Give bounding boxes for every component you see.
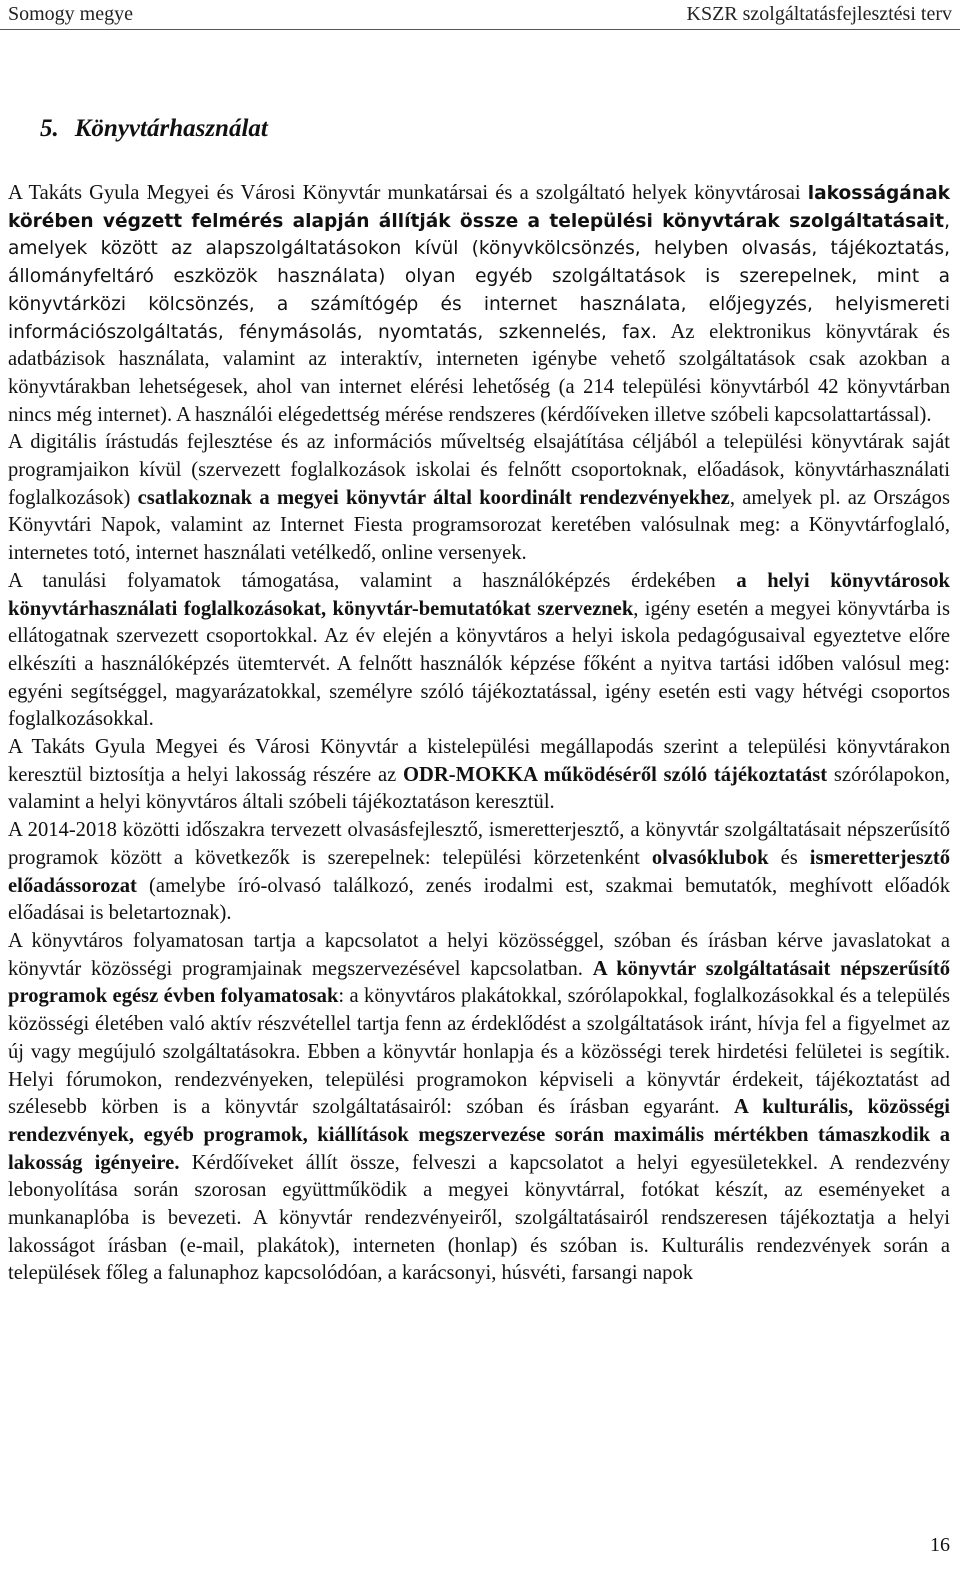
text-run: A tanulási folyamatok támogatása, valamint a használóképzés érdekében: [8, 569, 737, 592]
text-run: : a könyvtáros plakátokkal, szórólapokkal, foglalkozásokkal és a település közösségi életében való aktív részvétellel tartja fenn az érdeklődést a szolgáltatások iránt, hívja fel a figyelmet az új vagy megújuló szolgáltatásokra. Ebben a könyvtár honlapja és a közösségi terek hirdetési felületei is segítik. Helyi fórumokon, rendezvényeken, települési programokon képviseli a könyvtár érdekeit, tájékoztatást ad szélesebb körben is a könyvtár szolgáltatásairól: szóban és írásban egyaránt.: [8, 985, 950, 1119]
bold-text-run: olvasóklubok: [651, 846, 769, 869]
section-number: 5.: [40, 114, 59, 142]
paragraph: [8, 429, 950, 568]
text-run: , amelyek pl. az Országos Könyvtári Napok, valamint az Internet Fiesta programsorozat keretében valósulnak meg: a Könyvtárfoglaló, internetes totó, internet használati vetélkedő, online versenyek.: [8, 486, 950, 565]
bold-text-run: csatlakoznak a megyei könyvtár által koordinált rendezvényekhez: [137, 486, 730, 509]
paragraph: [8, 734, 950, 817]
text-run: (amelybe író-olvasó találkozó, zenés irodalmi est, szakmai bemutatók, meghívott előadók előadásai is beletartoznak).: [8, 874, 950, 925]
text-run: Kérdőíveket állít össze, felveszi a kapcsolatot a helyi egyesületekkel. A rendezvény lebonyolítása során szorosan együttműködik a megyei könyvtárral, fotókat készít, az eseményeket a munkanaplóba is bevezeti. A könyvtár rendezvényeiről, szolgáltatásairól rendszeresen tájékoztatja a helyi lakosságot írásban (e-mail, plakátok), interneten (honlap) és szóban is. Kulturális rendezvények során a települések főleg a falunaphoz kapcsolódóan, a karácsonyi, húsvéti, farsangi napok: [8, 1151, 950, 1285]
header-document-title: KSZR szolgáltatásfejlesztési terv: [686, 3, 952, 25]
paragraph: [8, 180, 950, 429]
text-run: Az elektronikus könyvtárak és adatbázisok használata, valamint az interaktív, interneten igénybe vehető szolgáltatások csak azokban a könyvtárakban lehetségesek, ahol van internet elérési lehetőség (a 214 települési könyvtárból 42 könyvtárban nincs még internet). A használói elégedettség mérése rendszeres (kérdőíveken illetve szóbeli kapcsolattartással).: [8, 320, 950, 426]
bold-text-run: ODR-MOKKA működéséről szóló tájékoztatást: [403, 763, 828, 786]
text-run: A digitális írástudás fejlesztése és az információs műveltség elsajátítása céljából a települési könyvtárak saját programjaikon kívül (szervezett foglalkozások iskolai és felnőtt csoportoknak, előadások, könyvtárhasználati foglalkozások): [8, 431, 950, 509]
page-number: 16: [930, 1534, 950, 1556]
text-run: A Takáts Gyula Megyei és Városi Könyvtár munkatársai és a szolgáltató helyek könyvtárosai: [8, 182, 808, 204]
body-text: [8, 180, 950, 1288]
text-run: és: [768, 846, 810, 869]
header-divider: [0, 29, 960, 30]
text-run: A Takáts Gyula Megyei és Városi Könyvtár a kistelepülési megállapodás szerint a települési könyvtárakon keresztül biztosítja a helyi lakosság részére az: [8, 736, 950, 786]
bold-text-run: A kulturális, közösségi rendezvények, egyéb programok, kiállítások megszervezése során maximális mértékben támaszkodik a lakosság igényeire.: [8, 1096, 950, 1174]
paragraph: [8, 928, 950, 1288]
paragraph: [8, 817, 950, 928]
text-run: , igény esetén a megyei könyvtárba is ellátogatnak szervezett csoportokkal. Az év elején a könyvtáros a helyi iskola pedagógusaival egyeztetve előre elkészíti a használóképzés ütemtervét. A felnőtt használók képzése főként a nyitva tartási időben valósul meg: egyéni segítséggel, magyarázatokkal, személyre szóló tájékoztatással, igény esetén esti vagy hétvégi csoportos foglalkozásokkal.: [8, 597, 950, 731]
text-run: A könyvtáros folyamatosan tartja a kapcsolatot a helyi közösséggel, szóban és írásban kérve javaslatokat a könyvtár közösségi programjainak megszervezésével kapcsolatban.: [8, 929, 950, 980]
text-run: A 2014-2018 közötti időszakra tervezett olvasásfejlesztő, ismeretterjesztő, a könyvtár szolgáltatásait népszerűsítő programok között a következők is szerepelnek: települési körzetenként: [8, 819, 950, 869]
bold-text-run: lakosságának körében végzett felmérés alapján állítják össze a települési könyvtárak szolgáltatásait: [8, 183, 950, 232]
bold-text-run: A könyvtár szolgáltatásait népszerűsítő programok egész évben folyamatosak: [8, 957, 950, 1008]
section-title: Könyvtárhasználat: [74, 114, 268, 142]
bold-text-run: a helyi könyvtárosok könyvtárhasználati foglalkozásokat, könyvtár-bemutatókat szerveznek: [8, 569, 950, 620]
bold-text-run: ismeretterjesztő előadássorozat: [8, 846, 951, 897]
paragraph: [8, 568, 950, 734]
text-run: , amelyek között az alapszolgáltatásokon kívül (könyvkölcsönzés, helyben olvasás, tájékoztatás, állományfeltáró eszközök használata) olyan egyéb szolgáltatások is szerepelnek, mint a könyvtárközi kölcsönzés, a számítógép és internet használata, előjegyzés, helyismereti információszolgáltatás, fénymásolás, nyomtatás, szkennelés, fax.: [8, 210, 950, 343]
header-county: Somogy megye: [8, 3, 133, 25]
text-run: szórólapokon, valamint a helyi könyvtáros általi szóbeli tájékoztatáson keresztül.: [8, 763, 950, 814]
running-header: [0, 0, 960, 30]
section-heading: [40, 113, 268, 145]
